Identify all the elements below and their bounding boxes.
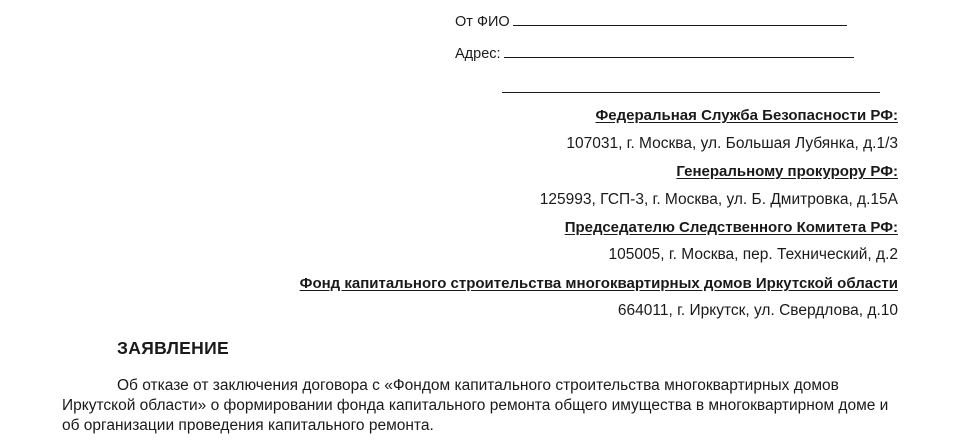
sender-address-field bbox=[455, 44, 854, 63]
recipient-name: Председателю Следственного Комитета РФ: bbox=[564, 219, 898, 236]
recipient-prosecutor-address-line bbox=[540, 191, 898, 209]
recipient-address: 125993, ГСП-3, г. Москва, ул. Б. Дмитровка, д.15А bbox=[539, 191, 898, 208]
recipient-name: Фонд капитального строительства многоквартирных домов Иркутской области bbox=[299, 275, 898, 292]
recipient-fsb-address-line bbox=[566, 135, 898, 153]
sender-name-field bbox=[455, 12, 847, 31]
document-title: ЗАЯВЛЕНИЕ bbox=[117, 338, 229, 358]
recipient-prosecutor-name-line bbox=[676, 163, 898, 181]
recipient-investigative-committee-name-line bbox=[565, 219, 898, 237]
recipient-address: 107031, г. Москва, ул. Большая Лубянка, д.1/3 bbox=[566, 135, 898, 152]
sender-address-blank bbox=[504, 44, 854, 58]
recipient-fund-address-line bbox=[618, 302, 898, 320]
recipient-fsb-name-line bbox=[595, 107, 898, 125]
recipient-address: 664011, г. Иркутск, ул. Свердлова, д.10 bbox=[617, 302, 898, 319]
recipient-investigative-committee-address-line bbox=[609, 246, 898, 264]
recipient-fund-name-line bbox=[300, 275, 898, 293]
sender-name-label: От ФИО bbox=[455, 14, 510, 30]
recipient-address: 105005, г. Москва, пер. Технический, д.2 bbox=[608, 246, 898, 263]
document-body-paragraph: Об отказе от заключения договора с «Фондом капитального строительства многоквартирных домов Иркутской области» о формировании фонда капитального ремонта общего имущества в многоквартирном доме и об организации проведения капитального ремонта. bbox=[62, 377, 889, 434]
recipient-name: Генеральному прокурору РФ: bbox=[676, 163, 898, 180]
sender-address-continuation-blank bbox=[502, 92, 880, 93]
sender-name-blank bbox=[513, 12, 847, 26]
recipient-name: Федеральная Служба Безопасности РФ: bbox=[595, 107, 898, 124]
sender-address-label: Адрес: bbox=[455, 46, 501, 62]
